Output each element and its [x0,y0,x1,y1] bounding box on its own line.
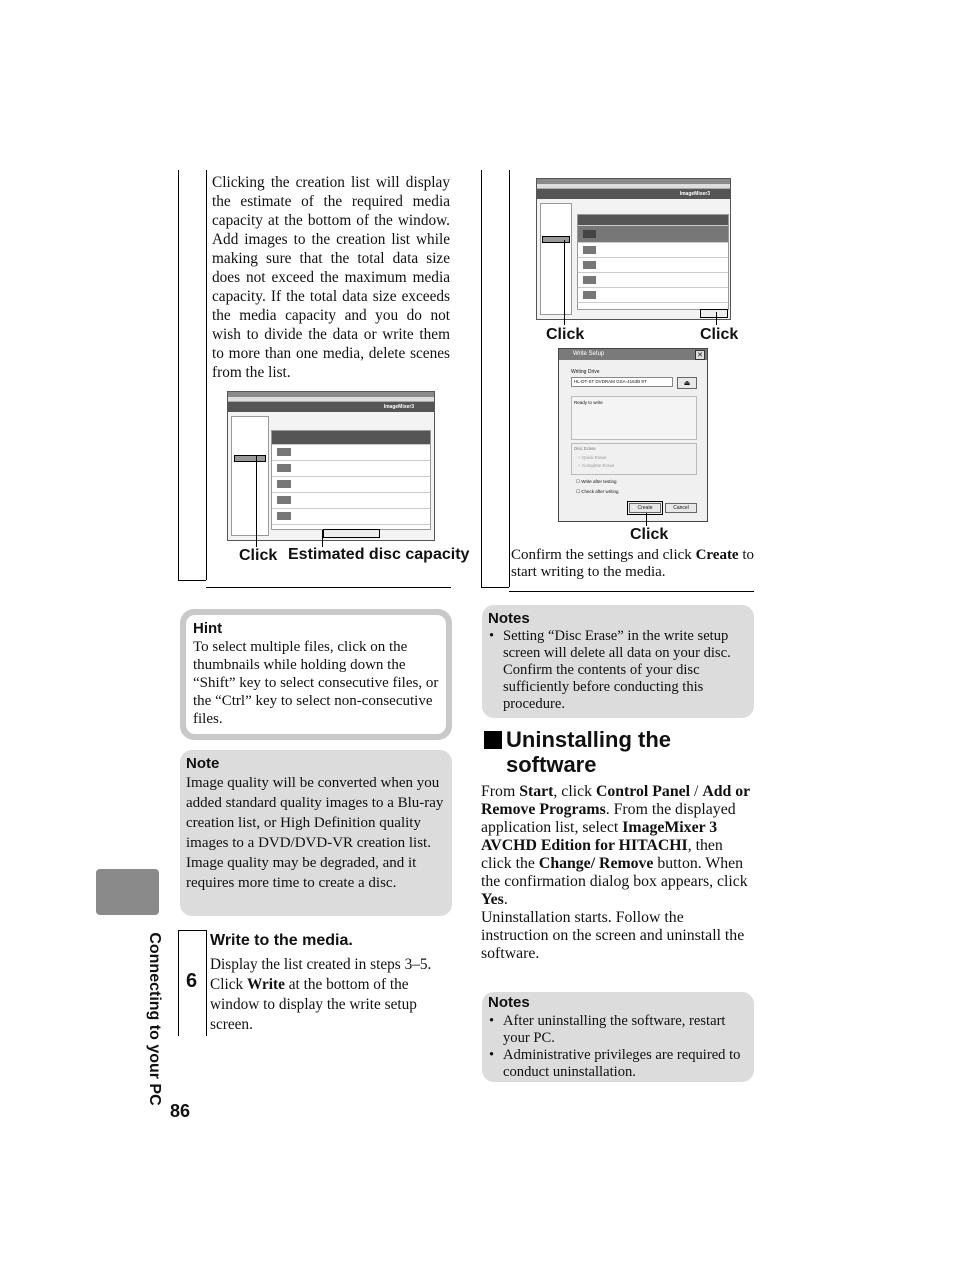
writing-drive-label: Writing Drive [571,369,600,375]
notes1-heading: Notes [488,610,530,627]
note-heading: Note [186,755,220,772]
uninstall-text-2: , click [553,783,596,800]
hint-text: To select multiple files, click on the thumbnails while holding down the “Shift” key to select consecutive files, or the “Ctrl” key to select non-consecutive files. [193,639,439,727]
step6-number: 6 [186,970,198,992]
callout-click-right: Click [700,326,739,343]
right-rule-bottom-long [509,591,754,592]
uninstall-bold-yes: Yes [481,891,504,908]
right-rule-vertical [481,170,482,587]
uninstall-bold-change-remove: Change/ Remove [538,855,654,872]
confirm-text-part1: Confirm the settings and click [511,547,696,563]
section-marker-icon [484,731,502,749]
dialog-close-icon[interactable]: ✕ [695,350,705,360]
callout-line-click-left [564,240,565,325]
callout-click-create: Click [630,526,669,543]
dialog-title: Write Setup [559,349,707,360]
eject-button[interactable]: ⏏ [677,377,697,389]
step6-text-part1: Display the list created in steps 3–5. Click [210,956,432,993]
note-text: Image quality will be converted when you added standard quality images to a Blu-ray creation list, or High Definition quality images to a DVD/DVD-VR creation list. Image quality may be degraded, and it requires more time to create a disc. [186,775,444,891]
callout-line-create [646,513,647,526]
uninstall-bold-control-panel: Control Panel [595,783,691,800]
cancel-button[interactable]: Cancel [665,503,697,513]
left-rule-vertical [178,170,179,580]
uninstall-text-4: . From the displayed application list, select [481,801,736,836]
callout-line-capacity [322,530,323,547]
section-title-line1: Uninstalling the [506,727,671,752]
screenshot-banner: ImageMixer3 [228,402,434,412]
right-rule-vertical-inner [509,170,510,587]
notes2-list [489,1013,743,1081]
write-setup-dialog [558,348,708,522]
write-after-testing-checkbox[interactable]: ☐ Write after testing [576,479,617,484]
complete-erase-radio[interactable]: ○ Complete Erase [578,463,615,468]
hint-heading: Hint [193,620,223,637]
notes1-item: • Setting “Disc Erase” in the write setup screen will delete all data on your disc. Confirm the contents of your disc sufficiently before conducting this procedure. [489,628,743,713]
create-button[interactable]: Create [629,503,661,513]
step6-rule-right [206,930,207,1036]
notes2-heading: Notes [488,994,530,1011]
callout-click: Click [239,547,278,564]
step6-rule-left [178,930,179,1036]
complete-erase-label: Complete Erase [581,463,615,468]
drive-select-value: HL-DT-ST DVDRAM GSA-4163B 9T [574,379,647,384]
notes2-item: • Administrative privileges are required to conduct uninstallation. [489,1047,743,1081]
uninstall-bold-imagemixer: ImageMixer 3 AVCHD Edition for HITACHI [481,819,718,854]
check-after-writing-checkbox[interactable]: ☐ Check after writing [576,489,619,494]
side-tab-label: Connecting to your PC [146,932,163,1106]
uninstall-text-5: , then click the [481,837,723,872]
step6-text-part2: at the bottom of the window to display the write setup screen. [210,976,417,1033]
callout-line-click-right [716,312,717,325]
screenshot-banner-right: ImageMixer3 [537,189,730,199]
callout-estimated-capacity: Estimated disc capacity [288,546,470,563]
step6-text [210,955,452,1035]
step6-title: Write to the media. [210,932,353,949]
check-after-writing-label: Check after writing [581,489,619,494]
chapter-tab [96,869,159,915]
uninstall-text-1: From [481,783,520,800]
quick-erase-radio[interactable]: ○ Quick Erase [578,455,607,460]
left-rule-bottom-long [206,587,451,588]
callout-click-left: Click [546,326,585,343]
uninstall-text-7: . [503,891,508,908]
uninstall-text-6: button. When the confirmation dialog box appears, click [481,855,748,890]
write-list-screenshot [536,178,731,320]
callout-line-click [256,455,257,547]
ready-text: Ready to write [574,400,603,405]
quick-erase-label: Quick Erase [581,455,607,460]
confirm-text-create: Create [695,547,739,563]
uninstall-bold-start: Start [519,783,554,800]
left-rule-vertical-inner [206,170,207,580]
step6-rule-top [178,930,206,931]
left-rule-bottom [178,580,206,581]
disc-erase-label: Disc Erase [574,446,596,451]
confirm-text [511,547,755,581]
write-after-testing-label: Write after testing [581,479,617,484]
notes1-list [489,628,743,713]
uninstall-text-3: / [690,783,703,800]
page-number: 86 [170,1101,191,1121]
uninstall-paragraph-2: Uninstallation starts. Follow the instruction on the screen and uninstall the software. [481,909,745,962]
section-title-line2: software [506,752,597,777]
right-rule-bottom [481,587,509,588]
drive-select[interactable] [571,377,673,387]
confirm-text-part2: to start writing to the media. [511,547,755,580]
creation-list-screenshot [227,391,435,541]
section-title [506,727,671,777]
intro-paragraph: Clicking the creation list will display the estimate of the required media capacity at the bottom of the window. Add images to the creation list while making sure that the total data size does not exceed the maximum media capacity. If the total data size exceeds the media capacity and you do not wish to divide the data or write them to more than one media, delete scenes from the list. [212,174,450,381]
step6-text-write: Write [246,976,285,993]
uninstall-bold-add-remove: Add or Remove Programs [481,783,750,818]
notes2-item: • After uninstalling the software, restart your PC. [489,1013,743,1047]
uninstall-paragraph [481,783,753,963]
